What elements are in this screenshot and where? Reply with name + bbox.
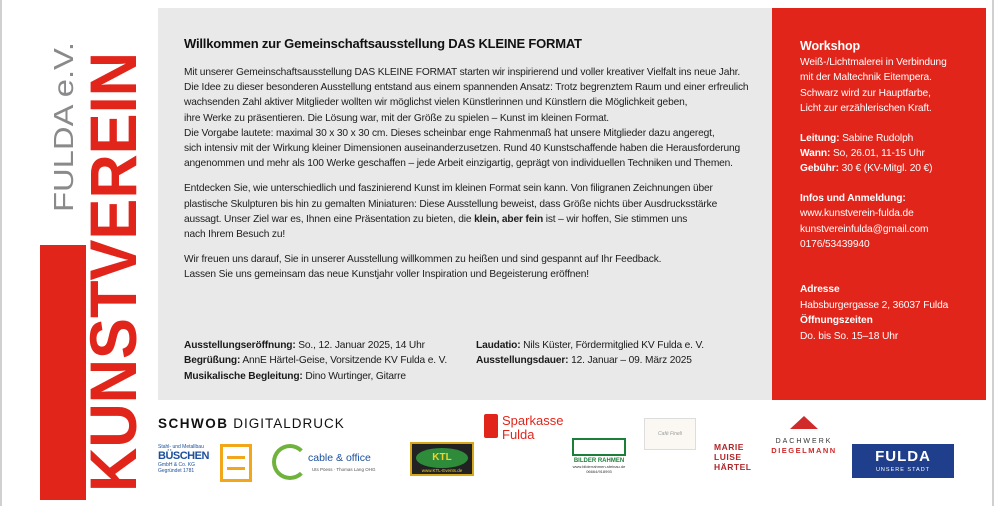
spacer <box>800 177 980 191</box>
discover-paragraph <box>184 181 764 242</box>
fulda-name: FULDA <box>875 448 931 465</box>
lead-value: Sabine Rudolph <box>839 132 914 144</box>
workshop-line: Licht zur erzählerischen Kraft. <box>800 103 932 115</box>
welcome-label: Begrüßung: <box>184 355 241 367</box>
text-line: Die Vorgabe lautete: maximal 30 x 30 x 30 cm. Dieses scheinbar enge Rahmenmaß hat unsere Mitglieder dazu angeregt, <box>184 127 715 139</box>
address-title <box>800 282 980 297</box>
when-row <box>800 146 980 161</box>
hours-title-text: Öffnungszeiten <box>800 315 873 327</box>
kunstverein-logo <box>40 18 150 500</box>
ktl-url: www.KTL-Events.de <box>421 468 463 473</box>
cable-name: cable & office <box>308 452 371 464</box>
address-value: Habsburgergasse 2, 36037 Fulda <box>800 299 949 311</box>
bold-phrase: klein, aber fein <box>474 213 544 225</box>
sparkasse-logo <box>484 414 563 442</box>
opening-row <box>184 338 484 353</box>
text-line: wachsenden Zahl aktiver Mitglieder wollten wir möglichst vielen Künstlerinnen und Künstlern die Möglichkeit geben, <box>184 97 688 109</box>
hours-value: Do. bis So. 15–18 Uhr <box>800 330 899 342</box>
dachwerk-logo <box>764 416 844 455</box>
schwob-bold: SCHWOB <box>158 416 229 431</box>
cafe-logo: Café Fineli <box>644 418 696 450</box>
text-line: nach Ihrem Besuch zu! <box>184 229 286 241</box>
text-span: ist – wir hoffen, Sie stimmen uns <box>543 213 688 225</box>
sponsor-logos <box>158 408 986 500</box>
hours-title <box>800 313 980 328</box>
sparkasse-text <box>502 414 563 442</box>
text-line: Die Idee zu dieser besonderen Ausstellung entstand aus einem spannenden Ansatz: Trotz begrenztem Raum und einer erfreulich <box>184 82 749 94</box>
laudatio-value: Nils Küster, Fördermitglied KV Fulda e. V. <box>520 340 704 351</box>
spacer <box>800 252 980 282</box>
dach-line: DACHWERK <box>775 438 833 445</box>
info-title-text: Infos und Anmeldung: <box>800 192 906 204</box>
fulda-city-logo <box>852 444 954 478</box>
main-panel <box>158 8 772 400</box>
sparkasse-line: Fulda <box>502 427 535 442</box>
text-line: plastische Skulpturen bis hin zu gemalten Miniaturen: Diese Ausstellung beweist, dass Größe nichts über Ausdrucksstärke <box>184 198 718 210</box>
opening-value: So., 12. Januar 2025, 14 Uhr <box>295 340 425 351</box>
cable-office-logo <box>272 444 392 482</box>
bilder-url: www.bilderrahmen-steinau.de <box>572 464 626 469</box>
schwob-rest: DIGITALDRUCK <box>228 416 345 431</box>
page-title: Willkommen zur Gemeinschaftsausstellung DAS KLEINE FORMAT <box>184 36 582 51</box>
sparkasse-line: Sparkasse <box>502 413 564 428</box>
schwob-logo <box>158 416 345 431</box>
fee-label: Gebühr: <box>800 163 839 175</box>
cable-sub: Uts Pöess · Thomas Lang OHG <box>312 467 376 472</box>
lead-label: Leitung: <box>800 132 840 144</box>
marie-line: MARIE <box>714 442 744 452</box>
event-info-left <box>184 338 484 384</box>
intro-paragraph <box>184 65 764 171</box>
marie-line: HÄRTEL <box>714 462 752 472</box>
buschen-top: Stahl- und Metallbau <box>158 444 204 450</box>
workshop-line: mit der Maltechnik Eitempera. <box>800 72 932 84</box>
event-info-right <box>476 338 756 369</box>
music-row <box>184 369 484 384</box>
opening-label: Ausstellungseröffnung: <box>184 340 296 351</box>
buschen-sub: GmbH & Co. KG <box>158 462 195 468</box>
logo-wordmark <box>40 18 150 500</box>
buschen-sub: Gegründet 1781 <box>158 468 195 474</box>
workshop-sidebar <box>772 8 986 400</box>
sparkasse-s-icon <box>484 414 498 438</box>
sidebar-content <box>800 38 980 344</box>
buschen-name: BÜSCHEN <box>158 450 209 462</box>
ktl-name: KTL <box>416 448 468 468</box>
spacer <box>800 117 980 131</box>
ktl-logo <box>410 442 474 476</box>
workshop-line: Schwarz wird zur Hauptfarbe, <box>800 87 931 99</box>
closing-paragraph <box>184 252 764 282</box>
logo-main-text: KUNSTVEREIN <box>76 18 150 492</box>
text-line <box>184 212 764 227</box>
workshop-title: Workshop <box>800 39 861 53</box>
text-span: aussagt. Unser Ziel war es, Ihnen eine Präsentation zu bieten, die <box>184 213 475 225</box>
text-line: angenommen und mehr als 100 Werke geschaffen – jede Arbeit einzigartig, geprägt von individuellen Techniken und Themen. <box>184 158 733 170</box>
when-value: So, 26.01, 11-15 Uhr <box>830 148 925 160</box>
cable-ring-icon <box>272 444 308 480</box>
email-link[interactable]: kunstvereinfulda@gmail.com <box>800 223 929 235</box>
duration-label: Ausstellungsdauer: <box>476 355 569 367</box>
text-line: sich intensiv mit der Wirkung kleiner Dimensionen auseinanderzusetzen. Rund 40 Kunstschaffende haben die Herausforderung <box>184 143 741 155</box>
text-line: Lassen Sie uns gemeinsam das neue Kunstjahr voller Inspiration und Begeisterung eröffnen! <box>184 269 589 281</box>
left-border <box>0 0 2 506</box>
main-content <box>184 36 764 293</box>
fee-value: 30 € (KV-Mitgl. 20 €) <box>838 163 933 175</box>
duration-value: 12. Januar – 09. März 2025 <box>568 355 692 367</box>
duration-row <box>476 353 756 368</box>
roof-icon <box>790 416 818 429</box>
music-value: Dino Wurtinger, Gitarre <box>302 370 406 382</box>
dach-line: DIEGELMANN <box>771 446 837 455</box>
phone-number: 0176/53439940 <box>800 239 870 251</box>
buschen-logo <box>158 444 212 484</box>
music-label: Musikalische Begleitung: <box>184 370 303 382</box>
info-title <box>800 191 980 206</box>
bilder-name: BILDER RAHMEN <box>573 458 625 464</box>
welcome-value: AnnE Härtel-Geise, Vorsitzende KV Fulda e. V. <box>240 355 447 367</box>
frame-icon <box>572 438 626 456</box>
logo-sub-text: FULDA e.V. <box>48 66 79 212</box>
address-title-text: Adresse <box>800 284 840 296</box>
marie-line: LUISE <box>714 452 742 462</box>
fulda-sub: UNSERE STADT <box>875 467 931 473</box>
when-label: Wann: <box>800 148 831 160</box>
e-mark-icon <box>220 444 252 482</box>
bilderrahmen-logo <box>564 438 634 482</box>
text-line: ihre Werke zu präsentieren. Die Lösung war, mit der Größe zu spielen – Kunst im kleinen Format. <box>184 112 609 124</box>
fee-row <box>800 161 980 176</box>
lead-row <box>800 131 980 146</box>
workshop-line: Weiß-/Lichtmalerei in Verbindung <box>800 57 947 68</box>
website-link[interactable]: www.kunstverein-fulda.de <box>800 208 914 220</box>
text-line: Mit unserer Gemeinschaftsausstellung DAS KLEINE FORMAT starten wir inspirierend und voller kreativer Vielfalt ins neue Jahr. <box>184 67 741 78</box>
text-line: Wir freuen uns darauf, Sie in unserer Ausstellung willkommen zu heißen und sind gespannt auf Ihr Feedback. <box>184 254 662 266</box>
bilder-phone: 06664/918993 <box>586 469 612 474</box>
welcome-row <box>184 353 484 368</box>
laudatio-row <box>476 338 756 353</box>
marie-luise-logo <box>714 442 751 472</box>
text-line: Entdecken Sie, wie unterschiedlich und faszinierend Kunst im kleinen Format sein kann. Von filigranen Zeichnungen über <box>184 183 713 195</box>
laudatio-label: Laudatio: <box>476 340 521 351</box>
